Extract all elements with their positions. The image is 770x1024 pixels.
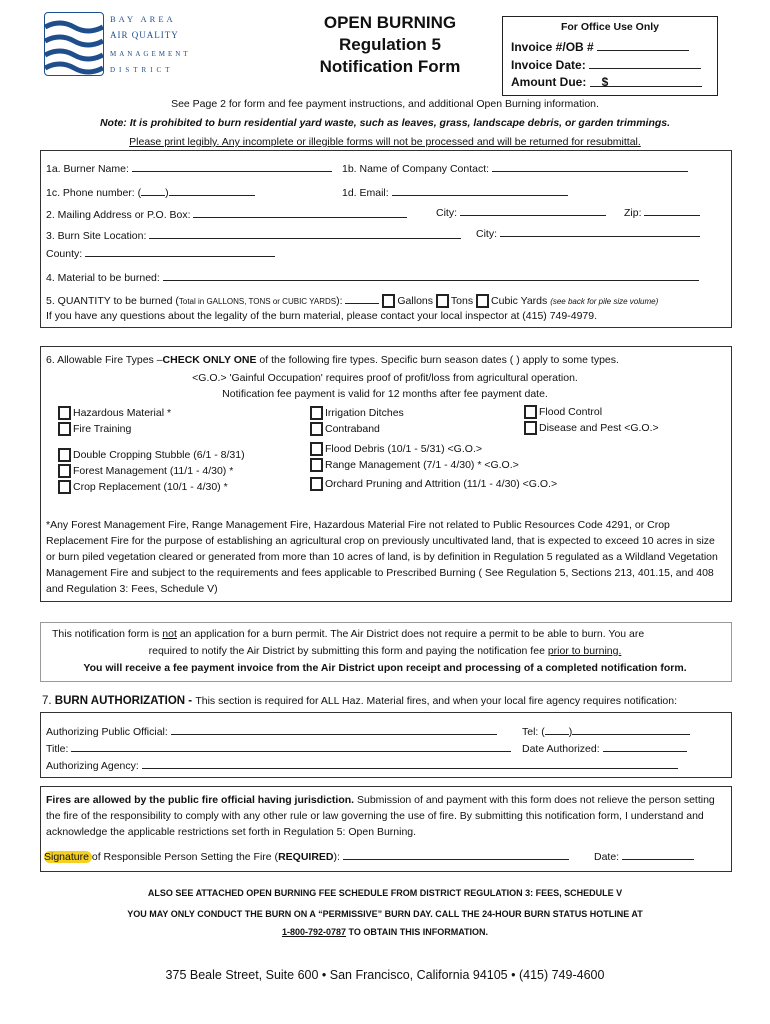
- amount-due-label: Amount Due:: [511, 75, 587, 89]
- city-label: City:: [436, 207, 457, 219]
- fire-type-label: Hazardous Material *: [73, 406, 172, 419]
- auth-heading-pre: 7.: [42, 695, 55, 707]
- signature-date-label: Date:: [594, 851, 620, 863]
- burner-name-row: [46, 160, 332, 175]
- city-row: [436, 204, 606, 219]
- date-authorized-field[interactable]: [603, 740, 687, 752]
- legality-note: If you have any questions about the legality of the burn material, please contact your local inspector at (415) 749-4979.: [46, 310, 598, 322]
- title-line-3: Notification Form: [319, 57, 461, 76]
- invoice-number-field[interactable]: [597, 39, 689, 51]
- title-line-1: OPEN BURNING: [323, 13, 457, 32]
- quantity-units: Total in GALLONS, TONS or CUBIC YARDS: [178, 297, 337, 306]
- email-label: 1d. Email:: [342, 187, 389, 199]
- mailing-row: [46, 206, 407, 221]
- official-field[interactable]: [171, 723, 497, 735]
- title-field[interactable]: [71, 740, 511, 752]
- notice-prior: prior to burning.: [547, 645, 622, 657]
- agency-field[interactable]: [142, 757, 678, 769]
- official-row: [46, 723, 497, 738]
- intro-line-1: See Page 2 for form and fee payment instructions, and additional Open Burning information.: [171, 98, 599, 110]
- phone-number-field[interactable]: [169, 184, 255, 196]
- fire-type-disease[interactable]: [524, 421, 659, 435]
- burner-name-field[interactable]: [132, 160, 332, 172]
- logo-line-2: AIR QUALITY: [110, 30, 179, 40]
- title-line-2: Regulation 5: [338, 35, 441, 54]
- fire-type-label: Disease and Pest <G.O.>: [539, 421, 659, 434]
- invoice-date-label: Invoice Date:: [511, 58, 586, 72]
- fire-type-irrigation[interactable]: [310, 406, 404, 420]
- tel-row: [522, 723, 690, 738]
- mailing-field[interactable]: [193, 206, 407, 218]
- fire-type-label: Range Management (7/1 - 4/30) * <G.O.>: [325, 458, 519, 471]
- site-city-field[interactable]: [500, 225, 700, 237]
- auth-heading-bold: BURN AUTHORIZATION -: [54, 695, 196, 707]
- signature-statement-text: Submission of and payment with this form does not relieve the person setting the fire of the responsibility to comply with any other rule or law governing the use of fire. By submitting this notification form, I understand and acknowledge the applicable restrictions set forth in Regulation 5: Open Burning.: [46, 794, 715, 838]
- invoice-date-field[interactable]: [589, 57, 701, 69]
- logo-line-1: BAY AREA: [110, 14, 176, 24]
- fire-types-heading-pre: 6. Allowable Fire Types –: [46, 354, 163, 366]
- fire-type-hazardous[interactable]: [58, 406, 171, 420]
- fire-type-label: Flood Control: [539, 405, 603, 418]
- phone-row: [46, 184, 255, 199]
- notice-line-1: [52, 628, 644, 640]
- signature-required: REQUIRED: [278, 851, 334, 863]
- material-field[interactable]: [163, 269, 699, 281]
- tons-label: Tons: [450, 295, 474, 307]
- material-row: [46, 269, 699, 284]
- county-label: County:: [46, 248, 83, 260]
- signature-field[interactable]: [343, 848, 569, 860]
- county-field[interactable]: [85, 245, 275, 257]
- fire-type-label: Contraband: [325, 422, 380, 435]
- checkbox[interactable]: [58, 480, 71, 494]
- amount-due-field[interactable]: [590, 75, 702, 87]
- checkbox[interactable]: [310, 458, 323, 472]
- notice-line-3: You will receive a fee payment invoice from the Air District upon receipt and processing of a completed notification form.: [83, 662, 687, 674]
- footer-line-3-text: TO OBTAIN THIS INFORMATION.: [346, 927, 489, 937]
- notice-not: not: [162, 628, 177, 640]
- footer-line-3: [0, 927, 770, 937]
- footer-line-1: ALSO SEE ATTACHED OPEN BURNING FEE SCHEDULE FROM DISTRICT REGULATION 3: FEES, SCHEDULE V: [147, 888, 623, 898]
- notice-text-2a: required to notify the Air District by submitting this form and paying the notification fee: [148, 645, 548, 657]
- checkbox[interactable]: [310, 422, 323, 436]
- fire-type-forest[interactable]: [58, 464, 233, 478]
- pile-note: (see back for pile size volume): [550, 297, 659, 306]
- invoice-number-row: [511, 39, 689, 54]
- date-authorized-label: Date Authorized:: [522, 743, 600, 755]
- checkbox[interactable]: [58, 406, 71, 420]
- go-note: <G.O.> 'Gainful Occupation' requires proof of profit/loss from agricultural operation.: [192, 372, 578, 384]
- checkbox[interactable]: [524, 421, 537, 435]
- company-contact-field[interactable]: [492, 160, 688, 172]
- hotline-number[interactable]: 1-800-792-0787: [281, 927, 347, 937]
- tel-field[interactable]: [572, 723, 690, 735]
- signature-date-row: [594, 848, 694, 863]
- checkbox[interactable]: [58, 448, 71, 462]
- cubic-yards-label: Cubic Yards: [491, 295, 548, 307]
- checkbox[interactable]: [58, 464, 71, 478]
- title-row: [46, 740, 511, 755]
- notice-text-a: This notification form is: [52, 628, 163, 640]
- auth-heading-post: This section is required for ALL Haz. Material fires, and when your local fire agency requires notification:: [195, 695, 678, 707]
- intro-note: Note: It is prohibited to burn residential yard waste, such as leaves, grass, landscape debris, or garden trimmings.: [99, 117, 671, 129]
- notice-line-2: [0, 645, 770, 657]
- fire-type-double-cropping[interactable]: [58, 448, 245, 462]
- footer-address: 375 Beale Street, Suite 600 • San Francisco, California 94105 • (415) 749-4600: [165, 968, 605, 982]
- tel-label: Tel: (: [522, 726, 545, 738]
- material-label: 4. Material to be burned:: [46, 272, 160, 284]
- company-contact-label: 1b. Name of Company Contact:: [342, 163, 490, 175]
- zip-row: [624, 204, 700, 219]
- burner-name-label: 1a. Burner Name:: [46, 163, 129, 175]
- zip-field[interactable]: [644, 204, 700, 216]
- signature-row: [44, 848, 569, 863]
- fire-type-range[interactable]: [310, 458, 519, 472]
- form-title: [290, 12, 490, 78]
- district-logo: [44, 10, 234, 80]
- signature-date-field[interactable]: [622, 848, 694, 860]
- quantity-row: [46, 292, 658, 308]
- quantity-close: ):: [336, 295, 343, 307]
- invoice-number-label: Invoice #/OB #: [511, 40, 594, 54]
- checkbox[interactable]: [524, 405, 537, 419]
- fire-type-label: Double Cropping Stubble (6/1 - 8/31): [73, 448, 245, 461]
- official-label: Authorizing Public Official:: [46, 726, 168, 738]
- gallons-label: Gallons: [397, 295, 433, 307]
- fire-types-heading-post: of the following fire types. Specific burn season dates ( ) apply to some types.: [256, 354, 619, 366]
- fire-type-label: Flood Debris (10/1 - 5/31) <G.O.>: [325, 442, 482, 455]
- burn-site-label: 3. Burn Site Location:: [46, 230, 147, 242]
- logo-line-4: DISTRICT: [110, 66, 174, 74]
- logo-emblem: [44, 12, 104, 76]
- fire-type-training[interactable]: [58, 422, 131, 436]
- fire-type-crop-replacement[interactable]: [58, 480, 228, 494]
- logo-line-3: MANAGEMENT: [110, 50, 191, 58]
- invoice-date-row: [511, 57, 701, 72]
- email-row: [342, 184, 568, 199]
- checkbox[interactable]: [310, 442, 323, 456]
- checkbox[interactable]: [310, 477, 323, 491]
- zip-label: Zip:: [624, 207, 642, 219]
- checkbox[interactable]: [310, 406, 323, 420]
- fire-type-label: Orchard Pruning and Attrition (11/1 - 4/30) <G.O.>: [325, 477, 558, 490]
- phone-close: ): [165, 187, 169, 199]
- fee-note: Notification fee payment is valid for 12 months after fee payment date.: [222, 388, 548, 400]
- tel-close: ): [568, 726, 573, 738]
- gallons-checkbox[interactable]: [382, 294, 395, 308]
- signature-close: ):: [333, 851, 340, 863]
- city-field[interactable]: [460, 204, 606, 216]
- fire-type-label: Crop Replacement (10/1 - 4/30) *: [73, 480, 228, 493]
- office-heading: For Office Use Only: [560, 21, 660, 33]
- fire-types-heading: [46, 354, 619, 366]
- site-city-row: [476, 225, 700, 240]
- amount-due-row: [511, 75, 702, 89]
- title-label: Title:: [46, 743, 69, 755]
- auth-heading: [42, 695, 677, 707]
- phone-label: 1c. Phone number: (: [46, 187, 142, 199]
- tons-checkbox[interactable]: [436, 294, 449, 308]
- fire-type-label: Fire Training: [73, 422, 132, 435]
- dollar-sign: $: [601, 75, 609, 89]
- burn-site-row: [46, 227, 461, 242]
- cubic-yards-checkbox[interactable]: [476, 294, 489, 308]
- email-field[interactable]: [392, 184, 568, 196]
- intro-line-3: Please print legibly. Any incomplete or illegible forms will not be processed and will be returned for resubmittal.: [129, 136, 641, 148]
- agency-label: Authorizing Agency:: [46, 760, 139, 772]
- footer-line-2: YOU MAY ONLY CONDUCT THE BURN ON A “PERMISSIVE” BURN DAY. CALL THE 24-HOUR BURN STATUS HOTLINE AT: [127, 909, 643, 919]
- signature-label: of Responsible Person Setting the Fire (: [91, 851, 279, 863]
- signature-statement-bold: Fires are allowed by the public fire official having jurisdiction.: [46, 794, 355, 806]
- mailing-label: 2. Mailing Address or P.O. Box:: [46, 209, 191, 221]
- date-authorized-row: [522, 740, 687, 755]
- checkbox[interactable]: [58, 422, 71, 436]
- quantity-field[interactable]: [345, 292, 379, 304]
- fire-type-contraband[interactable]: [310, 422, 380, 436]
- tel-area-field[interactable]: [545, 723, 569, 735]
- fire-type-flood-control[interactable]: [524, 405, 602, 419]
- burn-site-field[interactable]: [149, 227, 461, 239]
- fire-types-heading-bold: CHECK ONLY ONE: [162, 354, 257, 366]
- office-use-box: [502, 16, 718, 96]
- fire-type-flood-debris[interactable]: [310, 442, 482, 456]
- agency-row: [46, 757, 678, 772]
- company-contact-row: [342, 160, 688, 175]
- fire-type-label: Irrigation Ditches: [325, 406, 404, 419]
- notice-text-c: an application for a burn permit. The Air District does not require a permit to be able to burn. You are: [176, 628, 645, 640]
- quantity-label: 5. QUANTITY to be burned (: [46, 295, 179, 307]
- fire-type-label: Forest Management (11/1 - 4/30) *: [73, 464, 234, 477]
- site-city-label: City:: [476, 228, 497, 240]
- fire-types-footnote: *Any Forest Management Fire, Range Management Fire, Hazardous Material Fire not related to Public Resources Code 4291, or Crop Replacement Fire for the purpose of establishing an agricultural crop on previously uncultivated land, that is expected to exceed 10 acres in size or burn piled vegetation cleared or generated from more than 10 acres of land, is by definition in Regulation 5 regulated as a Wildland Vegetation Management Fire and subject to the requirements and fees applicable to Prescribed Burning ( See Regulation 5, Sections 213, 401.15, and 408 and Regulation 3: Fees, Schedule V): [46, 519, 718, 595]
- county-row: [46, 245, 275, 260]
- phone-area-field[interactable]: [141, 184, 165, 196]
- signature-statement: [46, 792, 722, 840]
- signature-highlight: Signature: [44, 851, 92, 863]
- fire-type-orchard[interactable]: [310, 477, 557, 491]
